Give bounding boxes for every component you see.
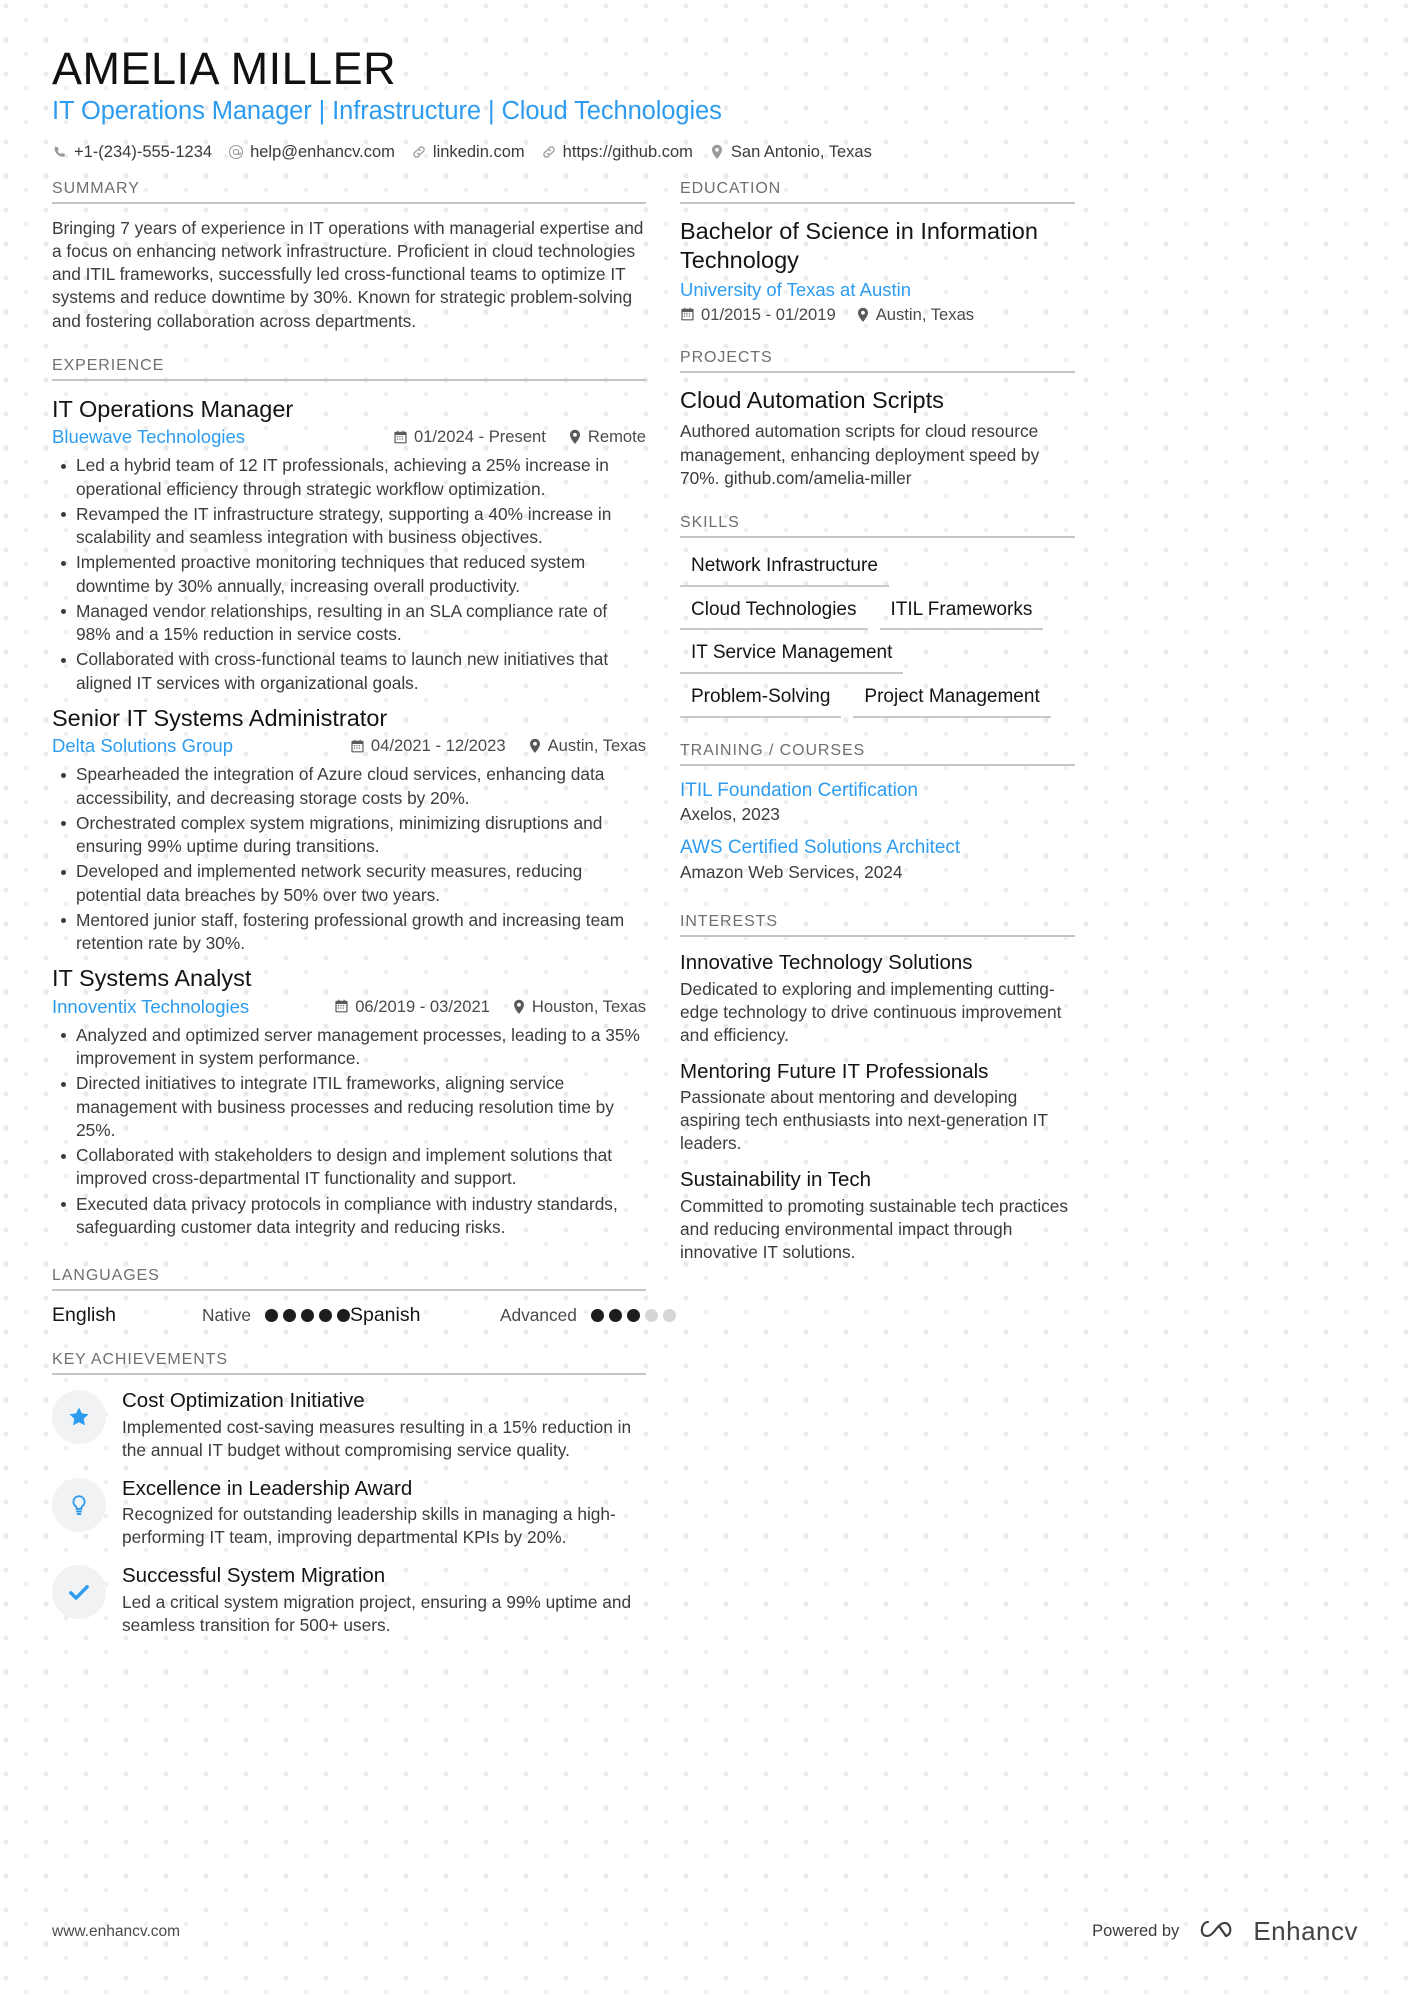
- interest-entry: [680, 1059, 1075, 1156]
- skills-list: [680, 551, 1075, 718]
- location-pin-icon: [528, 738, 542, 754]
- section-title-experience: EXPERIENCE: [52, 356, 165, 374]
- job-bullet: Directed initiatives to integrate ITIL frameworks, aligning service management with business processes and reducing resolution time by 25%.: [52, 1072, 646, 1142]
- contact-text: https://github.com: [562, 142, 693, 161]
- section-title-projects: PROJECTS: [680, 348, 773, 366]
- section-education: [680, 180, 1075, 325]
- language-item: [350, 1304, 676, 1327]
- star-icon: [67, 1405, 91, 1429]
- candidate-name: AMELIA MILLER: [52, 43, 397, 94]
- degree-title: Bachelor of Science in Information Technology: [680, 217, 1038, 274]
- job-bullets: [52, 763, 646, 955]
- course-name[interactable]: AWS Certified Solutions Architect: [680, 836, 961, 858]
- job-bullet: Collaborated with stakeholders to design and implement solutions that improved cross-departmental IT functionality and support.: [52, 1144, 646, 1191]
- achievement-body: [122, 1563, 646, 1637]
- proficiency-dot: [591, 1309, 604, 1322]
- summary-text: Bringing 7 years of experience in IT operations with managerial expertise and a focus on enhancing network infrastructure. Proficient in cloud technologies and ITIL frameworks, successfully led cross-functional teams to optimize IT systems and reduce downtime by 30%. Known for strategic problem-solving and fostering collaboration across departments.: [52, 217, 644, 331]
- job-bullet: Implemented proactive monitoring techniques that reduced system downtime by 30% annually, increasing overall productivity.: [52, 551, 646, 598]
- section-title-key-achievements: KEY ACHIEVEMENTS: [52, 1351, 228, 1369]
- job-dates: [334, 997, 490, 1017]
- calendar-icon: [334, 999, 349, 1014]
- section-title-skills: SKILLS: [680, 514, 740, 532]
- job-meta-right: [393, 427, 646, 447]
- skill-tag[interactable]: IT Service Management: [680, 638, 903, 674]
- section-title-interests: INTERESTS: [680, 913, 778, 931]
- proficiency-dot: [663, 1309, 676, 1322]
- language-name: Spanish: [349, 1304, 421, 1327]
- job-bullets: [52, 1024, 646, 1239]
- language-dots: [265, 1309, 350, 1322]
- language-level: Native: [202, 1305, 251, 1326]
- education-entry: [680, 217, 1075, 325]
- proficiency-dot: [645, 1309, 658, 1322]
- powered-by-block: [1092, 1916, 1358, 1947]
- achievement-icon-badge: [52, 1478, 106, 1532]
- contact-item[interactable]: [709, 143, 878, 162]
- school-name[interactable]: University of Texas at Austin: [680, 278, 912, 300]
- enhancv-logo-icon: [1197, 1916, 1243, 1947]
- proficiency-dot: [265, 1309, 278, 1322]
- section-divider: [52, 1289, 646, 1291]
- interest-title: Innovative Technology Solutions: [680, 951, 973, 975]
- interest-title: Mentoring Future IT Professionals: [680, 1059, 989, 1083]
- interests-list: [680, 950, 1075, 1264]
- location-pin-icon: [512, 999, 526, 1015]
- job-title: IT Systems Analyst: [52, 965, 252, 992]
- calendar-icon: [393, 430, 408, 445]
- left-column: [52, 180, 646, 1652]
- resume-header: [52, 44, 1358, 162]
- achievement-icon-badge: [52, 1565, 106, 1619]
- contact-item[interactable]: [228, 143, 401, 162]
- language-item: [52, 1304, 350, 1327]
- job-location-text: Houston, Texas: [531, 996, 646, 1016]
- achievement-icon-badge: [52, 1390, 106, 1444]
- skill-tag[interactable]: Problem-Solving: [680, 682, 841, 718]
- experience-list: [52, 394, 646, 1239]
- interest-desc: Passionate about mentoring and developing aspiring tech enthusiasts into next-generation IT leaders.: [680, 1087, 1048, 1154]
- job-dates-text: 01/2024 - Present: [413, 427, 546, 447]
- section-interests: [680, 913, 1075, 1264]
- resume-columns: [52, 180, 1358, 1652]
- job-meta: [52, 426, 646, 448]
- resume-footer: [52, 1916, 1358, 1947]
- education-dates-text: 01/2015 - 01/2019: [701, 304, 836, 324]
- projects-list: [680, 386, 1075, 490]
- contact-row: [52, 143, 1358, 162]
- section-title-education: EDUCATION: [680, 179, 782, 197]
- achievement-item: [52, 1476, 646, 1550]
- achievements-list: [52, 1388, 646, 1637]
- job-bullet: Spearheaded the integration of Azure cloud services, enhancing data accessibility, and decreasing storage costs by 20%.: [52, 763, 646, 810]
- spacer: [680, 329, 1075, 349]
- job-bullet: Analyzed and optimized server management processes, leading to a 35% improvement in system performance.: [52, 1024, 646, 1071]
- section-divider: [680, 202, 1075, 204]
- interest-desc: Committed to promoting sustainable tech practices and reducing environmental impact through innovative IT solutions.: [680, 1195, 1069, 1262]
- contact-text: linkedin.com: [432, 142, 525, 161]
- education-meta: [680, 305, 1075, 325]
- contact-item[interactable]: [541, 143, 699, 162]
- spacer: [680, 722, 1075, 742]
- language-level: Advanced: [499, 1305, 577, 1326]
- job-meta-right: [334, 997, 646, 1017]
- course-org: Axelos, 2023: [680, 804, 780, 825]
- education-dates: [680, 305, 836, 325]
- job-bullet: Collaborated with cross-functional teams to launch new initiatives that aligned IT services with organizational goals.: [52, 648, 646, 695]
- achievement-desc: Led a critical system migration project, ensuring a 99% uptime and seamless transition for 500+ users.: [122, 1592, 632, 1636]
- achievement-title: Cost Optimization Initiative: [122, 1389, 365, 1413]
- course-org: Amazon Web Services, 2024: [680, 861, 903, 882]
- section-title-summary: SUMMARY: [52, 179, 140, 197]
- course-name[interactable]: ITIL Foundation Certification: [680, 779, 918, 801]
- skill-tag[interactable]: Network Infrastructure: [680, 551, 889, 587]
- job-bullet: Developed and implemented network security measures, reducing potential data breaches by 50% over two years.: [52, 860, 646, 907]
- check-icon: [66, 1579, 92, 1605]
- section-divider: [52, 379, 646, 381]
- spacer: [52, 1331, 646, 1351]
- section-training: [680, 742, 1075, 883]
- proficiency-dot: [609, 1309, 622, 1322]
- job-dates: [393, 427, 546, 447]
- link-icon: [411, 144, 427, 160]
- company-name[interactable]: Delta Solutions Group: [52, 735, 233, 757]
- job-bullet: Executed data privacy protocols in compliance with industry standards, safeguarding customer data integrity and reducing risks.: [52, 1193, 646, 1240]
- achievement-body: [122, 1476, 646, 1550]
- experience-entry: [52, 963, 646, 1239]
- section-languages: [52, 1267, 646, 1327]
- project-desc: Authored automation scripts for cloud resource management, enhancing deployment speed by 70%. github.com/amelia-miller: [680, 421, 1040, 488]
- section-key-achievements: [52, 1351, 646, 1637]
- job-bullets: [52, 454, 646, 695]
- right-column: [680, 180, 1075, 1276]
- location-pin-icon: [709, 144, 725, 160]
- project-title: Cloud Automation Scripts: [680, 386, 944, 413]
- spacer: [680, 494, 1075, 514]
- section-skills: [680, 514, 1075, 718]
- achievement-title: Excellence in Leadership Award: [122, 1476, 413, 1500]
- section-title-languages: LANGUAGES: [52, 1267, 160, 1285]
- job-location-text: Austin, Texas: [547, 736, 646, 756]
- job-bullet: Revamped the IT infrastructure strategy, supporting a 40% increase in scalability and seamless integration with business objectives.: [52, 503, 646, 550]
- enhancv-brand: [1197, 1916, 1358, 1947]
- achievement-desc: Implemented cost-saving measures resulting in a 15% reduction in the annual IT budget without compromising service quality.: [122, 1416, 632, 1460]
- section-experience: [52, 357, 646, 1239]
- section-divider: [680, 764, 1075, 766]
- job-dates: [350, 736, 506, 756]
- job-meta-right: [350, 736, 646, 756]
- proficiency-dot: [627, 1309, 640, 1322]
- proficiency-dot: [283, 1309, 296, 1322]
- contact-text: +1-(234)-555-1234: [74, 142, 213, 161]
- experience-entry: [52, 394, 646, 695]
- company-name[interactable]: Bluewave Technologies: [52, 426, 246, 448]
- course-entry: [680, 836, 1075, 883]
- job-bullet: Led a hybrid team of 12 IT professionals, achieving a 25% increase in operational efficiency through strategic workflow optimization.: [52, 454, 646, 501]
- email-icon: [228, 144, 244, 160]
- job-meta: [52, 735, 646, 757]
- lightbulb-icon: [67, 1493, 91, 1517]
- job-location: [568, 427, 646, 447]
- section-projects: [680, 349, 1075, 490]
- contact-item[interactable]: [52, 143, 218, 162]
- course-entry: [680, 779, 1075, 826]
- achievement-item: [52, 1563, 646, 1637]
- location-pin-icon: [856, 307, 870, 323]
- education-location-text: Austin, Texas: [875, 304, 975, 324]
- job-location: [528, 736, 646, 756]
- section-divider: [52, 202, 646, 204]
- company-name[interactable]: Innoventix Technologies: [52, 995, 250, 1017]
- job-title: IT Operations Manager: [52, 395, 294, 422]
- interest-title: Sustainability in Tech: [680, 1168, 872, 1192]
- location-pin-icon: [568, 429, 582, 445]
- achievement-body: [122, 1388, 646, 1462]
- proficiency-dot: [301, 1309, 314, 1322]
- interest-entry: [680, 950, 1075, 1047]
- language-name: English: [52, 1304, 116, 1327]
- section-title-training: TRAINING / COURSES: [680, 741, 866, 759]
- skill-tag[interactable]: Project Management: [853, 682, 1050, 718]
- education-list: [680, 217, 1075, 325]
- enhancv-wordmark: Enhancv: [1253, 1916, 1358, 1946]
- experience-entry: [52, 703, 646, 956]
- job-title: Senior IT Systems Administrator: [52, 704, 388, 731]
- spacer: [680, 893, 1075, 913]
- proficiency-dot: [319, 1309, 332, 1322]
- section-divider: [680, 935, 1075, 937]
- job-bullet: Orchestrated complex system migrations, minimizing disruptions and ensuring 99% uptime during transitions.: [52, 812, 646, 859]
- achievement-title: Successful System Migration: [122, 1564, 386, 1588]
- footer-site-url[interactable]: www.enhancv.com: [52, 1922, 181, 1940]
- section-divider: [680, 371, 1075, 373]
- project-entry: [680, 386, 1075, 490]
- calendar-icon: [350, 739, 365, 754]
- spacer: [52, 1247, 646, 1267]
- powered-by-label: Powered by: [1092, 1922, 1180, 1940]
- proficiency-dot: [337, 1309, 350, 1322]
- calendar-icon: [680, 307, 695, 322]
- languages-row: [52, 1304, 646, 1327]
- achievement-desc: Recognized for outstanding leadership skills in managing a high-performing IT team, improving departmental KPIs by 20%.: [122, 1504, 616, 1548]
- job-bullet: Managed vendor relationships, resulting in an SLA compliance rate of 98% and a 15% reduction in service costs.: [52, 600, 646, 647]
- job-location: [512, 997, 646, 1017]
- achievement-item: [52, 1388, 646, 1462]
- language-dots: [591, 1309, 676, 1322]
- link-icon: [541, 144, 557, 160]
- interest-entry: [680, 1167, 1075, 1264]
- training-list: [680, 779, 1075, 883]
- phone-icon: [52, 144, 68, 160]
- section-divider: [52, 1373, 646, 1375]
- section-summary: [52, 180, 646, 333]
- education-location: [856, 305, 974, 325]
- section-divider: [680, 536, 1075, 538]
- skill-tag[interactable]: ITIL Frameworks: [880, 595, 1044, 631]
- spacer: [52, 337, 646, 357]
- candidate-headline: IT Operations Manager | Infrastructure | Cloud Technologies: [52, 97, 722, 126]
- interest-desc: Dedicated to exploring and implementing cutting-edge technology to drive continuous improvement and efficiency.: [680, 978, 1062, 1045]
- job-location-text: Remote: [587, 427, 646, 447]
- contact-item[interactable]: [411, 143, 531, 162]
- contact-text: help@enhancv.com: [250, 142, 395, 161]
- job-dates-text: 04/2021 - 12/2023: [370, 736, 506, 756]
- job-meta: [52, 996, 646, 1018]
- skill-tag[interactable]: Cloud Technologies: [680, 595, 868, 631]
- contact-text: San Antonio, Texas: [730, 142, 872, 161]
- job-dates-text: 06/2019 - 03/2021: [355, 996, 490, 1016]
- job-bullet: Mentored junior staff, fostering professional growth and increasing team retention rate by 30%.: [52, 909, 646, 956]
